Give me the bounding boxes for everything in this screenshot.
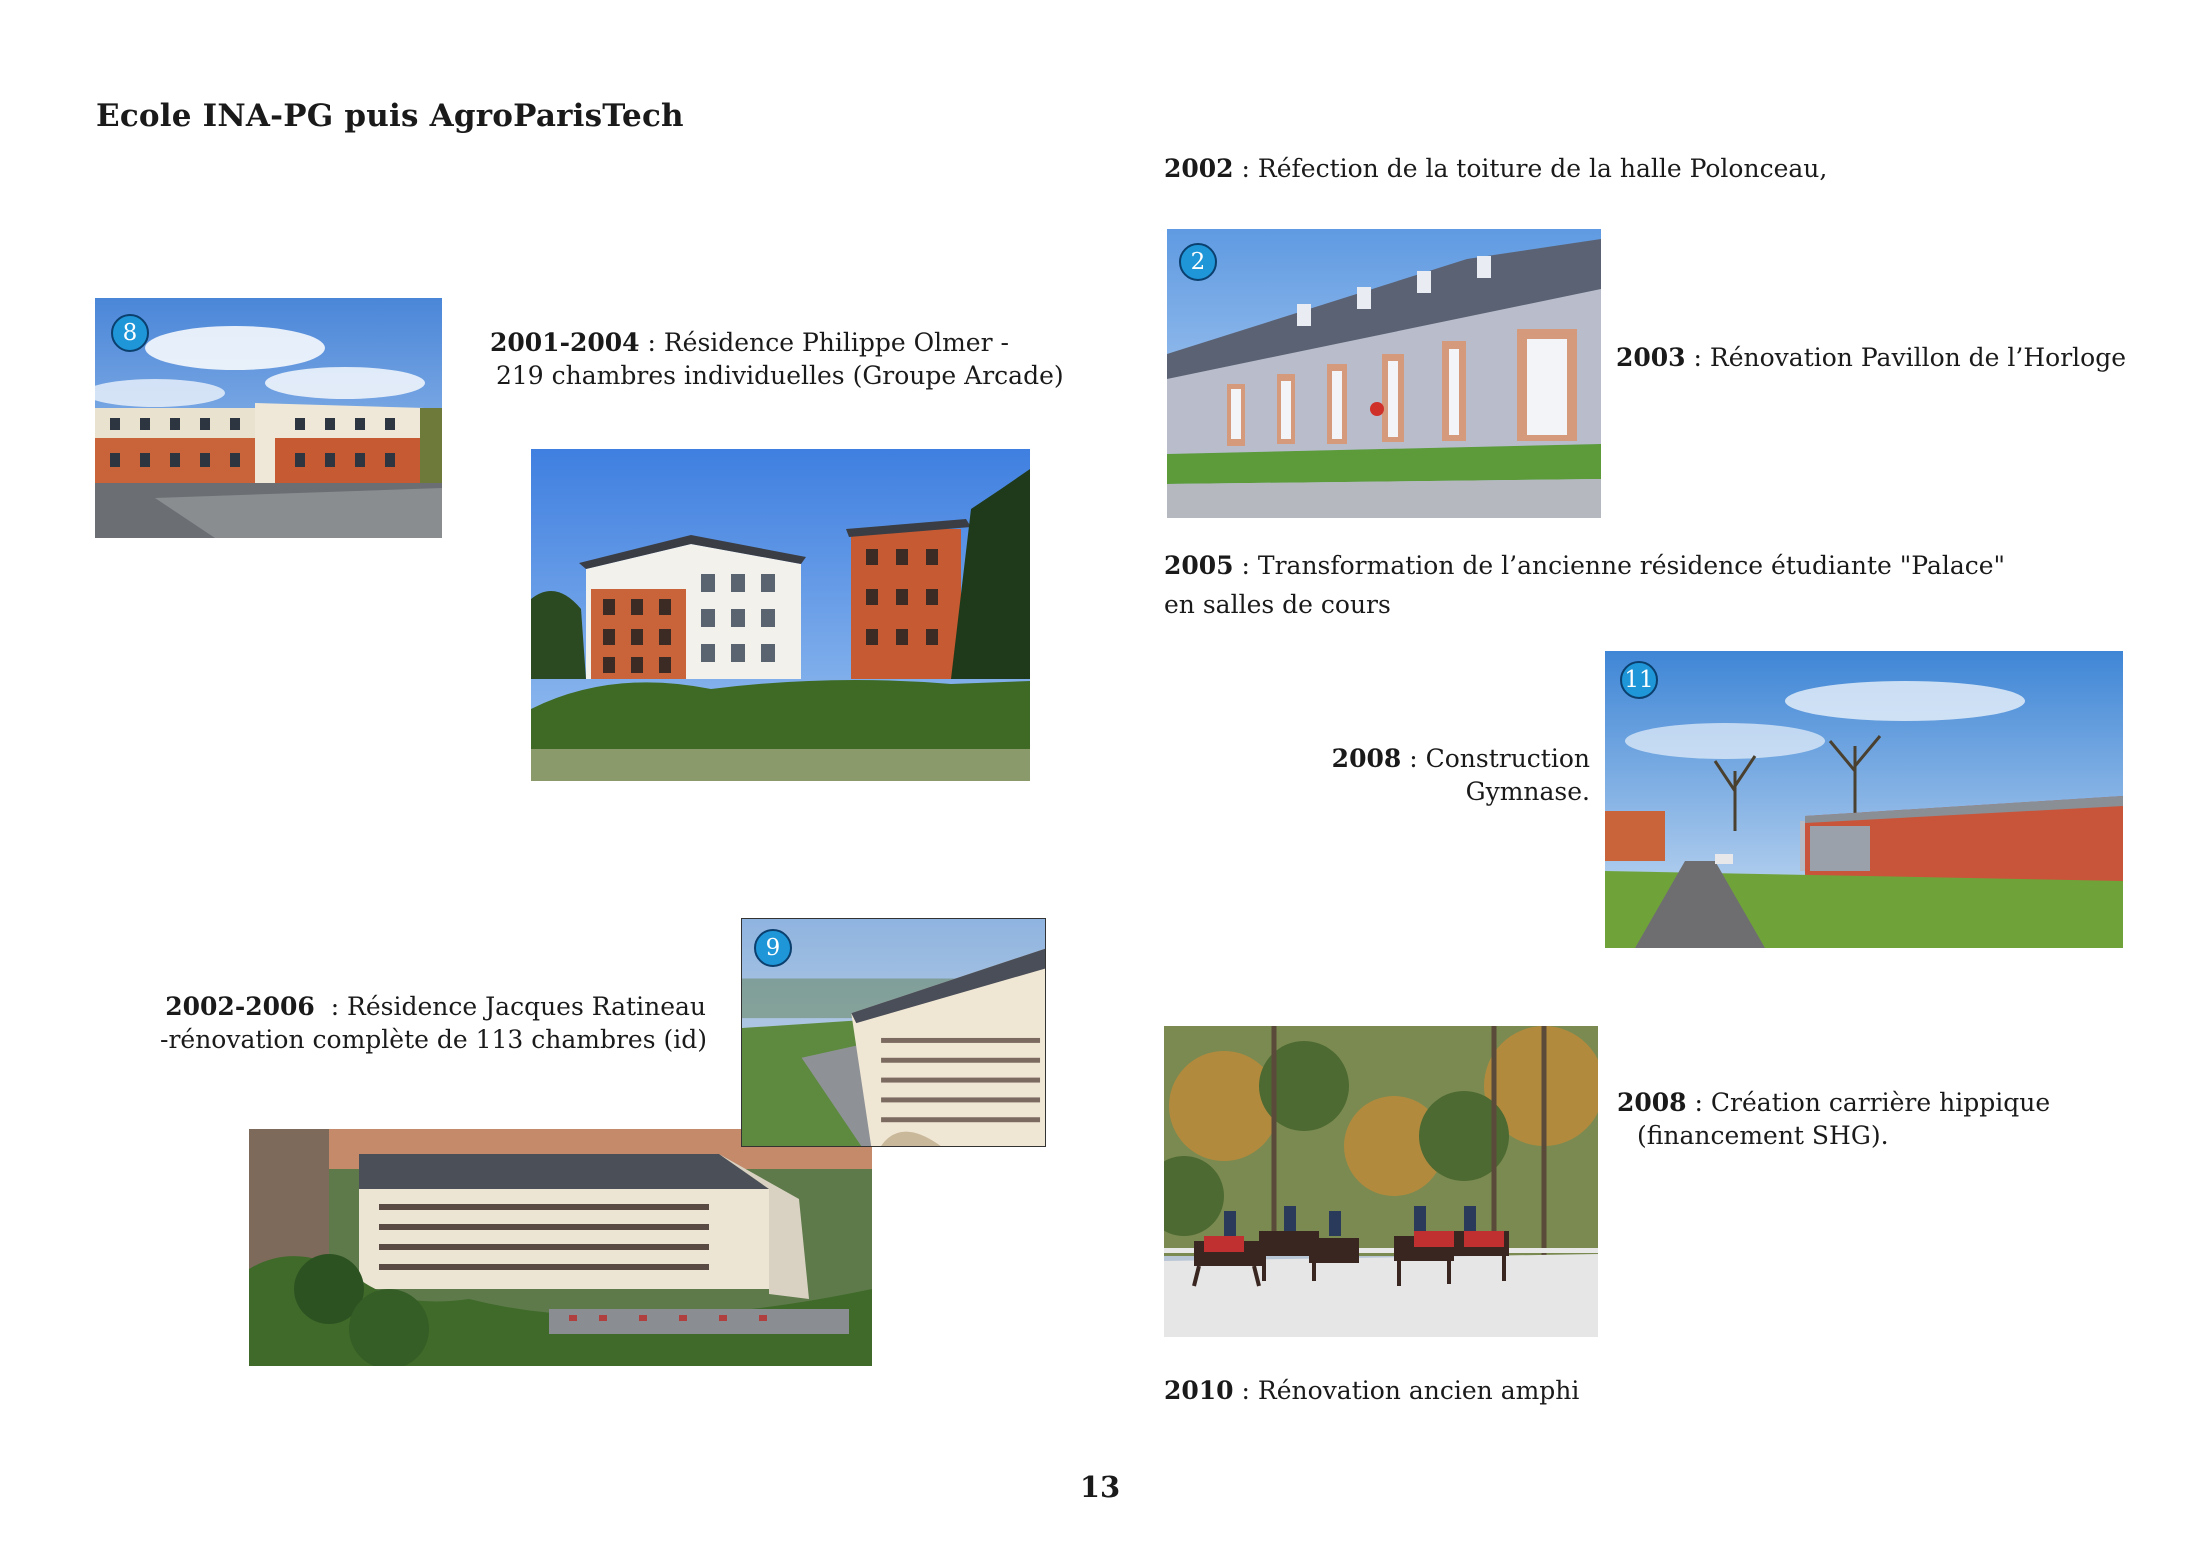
entry-year: 2002-2006	[165, 992, 315, 1021]
gymnase-photo	[1605, 651, 2123, 948]
entry-year: 2001-2004	[490, 328, 640, 357]
entry-year: 2010	[1164, 1376, 1234, 1405]
entry-text-line2: en salles de cours	[1164, 590, 1391, 619]
page-title: Ecole INA-PG puis AgroParisTech	[96, 98, 684, 134]
entry-text-line2: -rénovation complète de 113 chambres (id)	[160, 1025, 708, 1054]
entry-year: 2008	[1331, 744, 1402, 773]
page-number: 13	[1079, 1470, 1121, 1504]
residence-olmer-photo	[95, 298, 442, 538]
entry-text: : Résidence Philippe Olmer -	[639, 328, 1009, 357]
carriere-hippique-photo	[1164, 1026, 1598, 1337]
entry-text: : Résidence Jacques Ratineau	[314, 992, 706, 1021]
entry-year: 2002	[1164, 154, 1234, 183]
residence-ratineau-aerial-photo	[249, 1129, 872, 1366]
entry-text: : Création carrière hippique	[1686, 1088, 2051, 1117]
photo-number-badge: 2	[1179, 243, 1217, 281]
entry-text: : Transformation de l’ancienne résidence étudiante "Palace"	[1233, 551, 2006, 580]
entry-2005-palace	[1164, 546, 2005, 624]
entry-text-line2: (financement SHG).	[1637, 1121, 1889, 1150]
photo-number-badge: 11	[1620, 661, 1658, 699]
residence-ratineau-photo	[741, 918, 1046, 1147]
entry-2001-2004-olmer	[490, 326, 1064, 392]
photo-number-badge: 8	[111, 314, 149, 352]
entry-year: 2008	[1617, 1088, 1687, 1117]
entry-2002-2006-ratineau	[160, 990, 706, 1056]
entry-year: 2003	[1616, 343, 1686, 372]
entry-year: 2005	[1164, 551, 1234, 580]
entry-2002-polonceau	[1164, 152, 1827, 185]
entry-text-line2: Gymnase.	[1465, 777, 1590, 806]
entry-2008-carriere-hippique	[1617, 1086, 2050, 1152]
entry-2008-gymnase	[1300, 742, 1590, 808]
entry-text-line2: 219 chambres individuelles (Groupe Arcade)	[496, 361, 1064, 390]
residence-olmer-building-photo	[531, 449, 1030, 781]
entry-2010-amphi	[1164, 1374, 1579, 1407]
entry-text: : Rénovation Pavillon de l’Horloge	[1685, 343, 2126, 372]
entry-2003-horloge	[1616, 341, 2126, 374]
entry-text: : Réfection de la toiture de la halle Polonceau,	[1233, 154, 1828, 183]
photo-number-badge: 9	[754, 929, 792, 967]
halle-polonceau-photo	[1167, 229, 1601, 518]
entry-text: : Construction	[1401, 744, 1590, 773]
entry-text: : Rénovation ancien amphi	[1233, 1376, 1580, 1405]
